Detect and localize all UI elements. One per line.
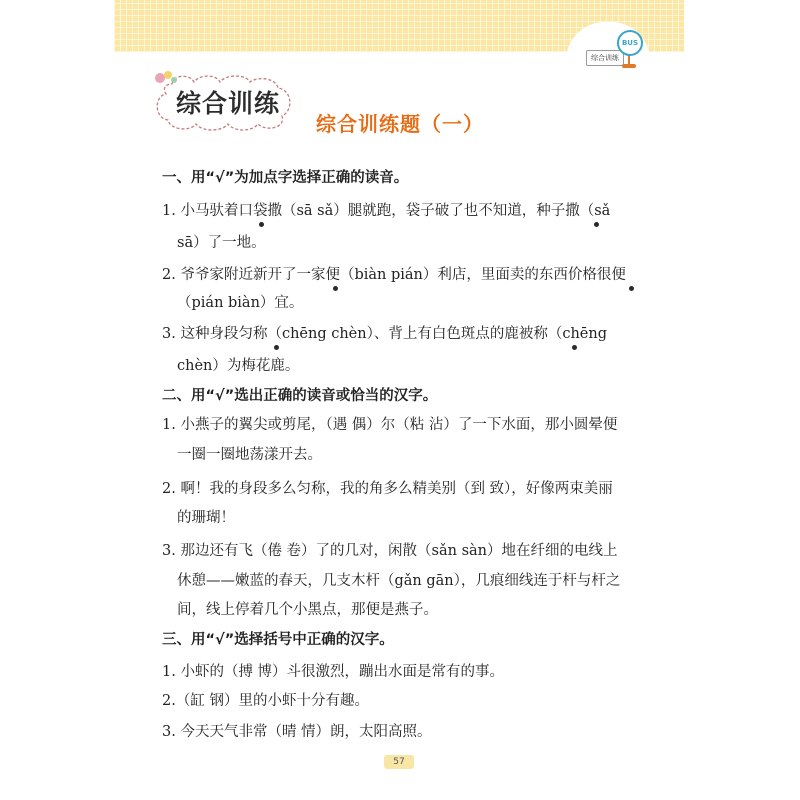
section-badge — [150, 70, 300, 134]
emphasis-dot — [594, 222, 599, 227]
section-heading: 二、用“√”选出正确的读音或恰当的汉字。 — [162, 388, 438, 404]
question-line: 2. 啊！我的身段多么匀称，我的角多么精美别（到 致），好像两束美丽 — [162, 481, 613, 497]
question-line: 2. 爷爷家附近新开了一家便（biàn pián）利店，里面卖的东西价格很便 — [162, 267, 626, 283]
question-line: 间，线上停着几个小黑点，那便是燕子。 — [177, 602, 438, 618]
header-badge-label: 综合训练 — [586, 50, 624, 66]
question-line: 休憩——嫩蓝的春天，几支木杆（gǎn gān），几痕细线连于杆与杆之 — [177, 573, 621, 589]
question-line: chèn）为梅花鹿。 — [177, 358, 300, 374]
section-badge-label: 综合训练 — [176, 89, 281, 118]
bus-stop-base — [622, 64, 636, 68]
emphasis-dot — [333, 286, 338, 291]
question-line: 1. 小燕子的翼尖或剪尾，（遇 偶）尔（粘 沾）了一下水面，那小圆晕便 — [162, 417, 618, 433]
question-line: sā）了一地。 — [177, 235, 266, 251]
question-line: 1. 小虾的（搏 博）斗很激烈，蹦出水面是常有的事。 — [162, 664, 505, 680]
question-line: （pián biàn）宜。 — [177, 295, 304, 311]
question-line: 的珊瑚！ — [177, 510, 235, 526]
emphasis-dot — [572, 345, 577, 350]
question-line: 3. 这种身段匀称（chēng chèn）、背上有白色斑点的鹿被称（chēng — [162, 326, 608, 342]
question-line: 3. 那边还有飞（倦 卷）了的几对，闲散（sǎn sàn）地在纤细的电线上 — [162, 543, 618, 559]
question-line: 1. 小马驮着口袋撒（sā sǎ）腿就跑，袋子破了也不知道，种子撒（sǎ — [162, 203, 611, 219]
emphasis-dot — [629, 286, 634, 291]
question-line: 2.（缸 钢）里的小虾十分有趣。 — [162, 693, 369, 709]
question-line: 3. 今天天气非常（晴 情）朗，太阳高照。 — [162, 724, 432, 740]
emphasis-dot — [274, 345, 279, 350]
page-number: 57 — [384, 755, 414, 769]
bus-stop-icon: BUS — [617, 30, 643, 56]
page-title: 综合训练题（一） — [316, 112, 484, 136]
section-heading: 三、用“√”选择括号中正确的汉字。 — [162, 632, 394, 648]
emphasis-dot — [259, 222, 264, 227]
question-line: 一圈一圈地荡漾开去。 — [177, 447, 322, 463]
section-heading: 一、用“√”为加点字选择正确的读音。 — [162, 170, 409, 186]
